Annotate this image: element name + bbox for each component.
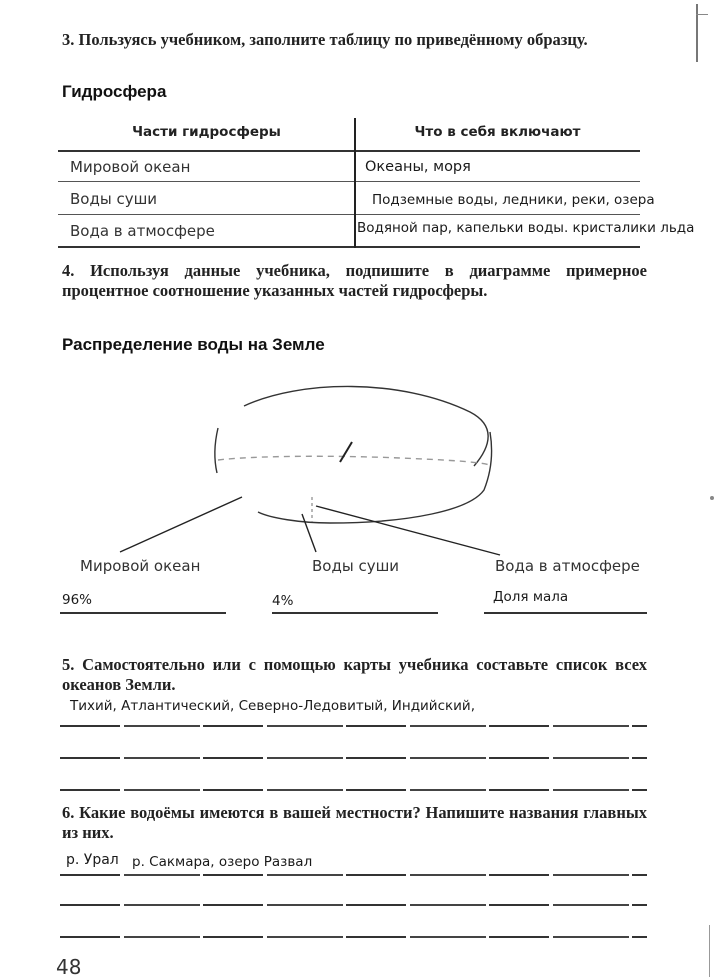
answer-atmosphere-percent: Доля мала [493, 589, 569, 605]
table-row-part: Вода в атмосфере [70, 222, 215, 240]
table-header-parts: Части гидросферы [132, 124, 281, 140]
leader-line-land-water [302, 514, 316, 552]
task-6-instruction: 6. Какие водоёмы имеются в вашей местности? Напишите названия главных из них. [62, 803, 647, 842]
hydrosphere-table [58, 118, 695, 248]
answer-line [60, 757, 647, 759]
page-edge-mark [696, 4, 698, 62]
answer-line-atmosphere [484, 612, 647, 614]
table-row-includes: Океаны, моря [365, 159, 471, 175]
answer-line-land-water [272, 612, 438, 614]
pencil-mark [340, 442, 352, 462]
table-row-part: Мировой океан [70, 158, 191, 176]
disk-right-edge [258, 432, 492, 523]
table-header-divider [58, 150, 640, 152]
water-distribution-diagram [0, 370, 727, 570]
diagram-label-atmosphere: Вода в атмосфере [495, 557, 640, 575]
table-column-divider [354, 118, 356, 248]
table-bottom-border [58, 246, 640, 248]
answer-ocean-percent: 96% [62, 592, 93, 608]
answer-line-ocean [60, 612, 226, 614]
task-5-instruction: 5. Самостоятельно или с помощью карты учебника составьте список всех океанов Земли. [62, 655, 647, 694]
task-3-instruction: 3. Пользуясь учебником, заполните таблицу по приведённому образцу. [62, 30, 588, 49]
answer-line [60, 725, 647, 727]
table-row-includes: Водяной пар, капельки воды. кристалики льда [357, 220, 695, 236]
disk-top-arc [244, 386, 488, 466]
table-row-part: Воды суши [70, 190, 158, 208]
task-6-answer-part1: р. Урал [66, 852, 119, 868]
page-number: 48 [56, 955, 82, 979]
answer-line [60, 936, 647, 938]
diagram-heading: Распределение воды на Земле [62, 335, 325, 354]
task-5-answer: Тихий, Атлантический, Северно-Ледовитый, Индийский, [70, 698, 475, 714]
answer-line [60, 874, 647, 876]
diagram-label-land-water: Воды суши [312, 557, 400, 575]
leader-line-atmosphere [316, 506, 500, 555]
table-heading-hydrosphere: Гидросфера [62, 82, 167, 101]
table-row-divider [58, 214, 640, 215]
table-header-includes: Что в себя включают [414, 124, 581, 140]
diagram-label-ocean: Мировой океан [80, 557, 201, 575]
page-edge-mark-bottom [709, 925, 710, 977]
answer-line [60, 904, 647, 906]
table-row-includes: Подземные воды, ледники, реки, озера [372, 192, 655, 208]
page-edge-mark-tick [696, 14, 708, 15]
table-row-divider [58, 181, 640, 182]
task-4-instruction: 4. Используя данные учебника, подпишите в диаграмме примерное процентное соотношение указанных частей гидросферы. [62, 261, 647, 300]
leader-line-ocean [120, 497, 242, 552]
answer-line [60, 789, 647, 791]
answer-land-water-percent: 4% [272, 593, 294, 609]
disk-mid-arc [218, 456, 490, 465]
task-6-answer-part2: р. Сакмара, озеро Развал [132, 854, 313, 870]
disk-left-edge [215, 428, 218, 473]
